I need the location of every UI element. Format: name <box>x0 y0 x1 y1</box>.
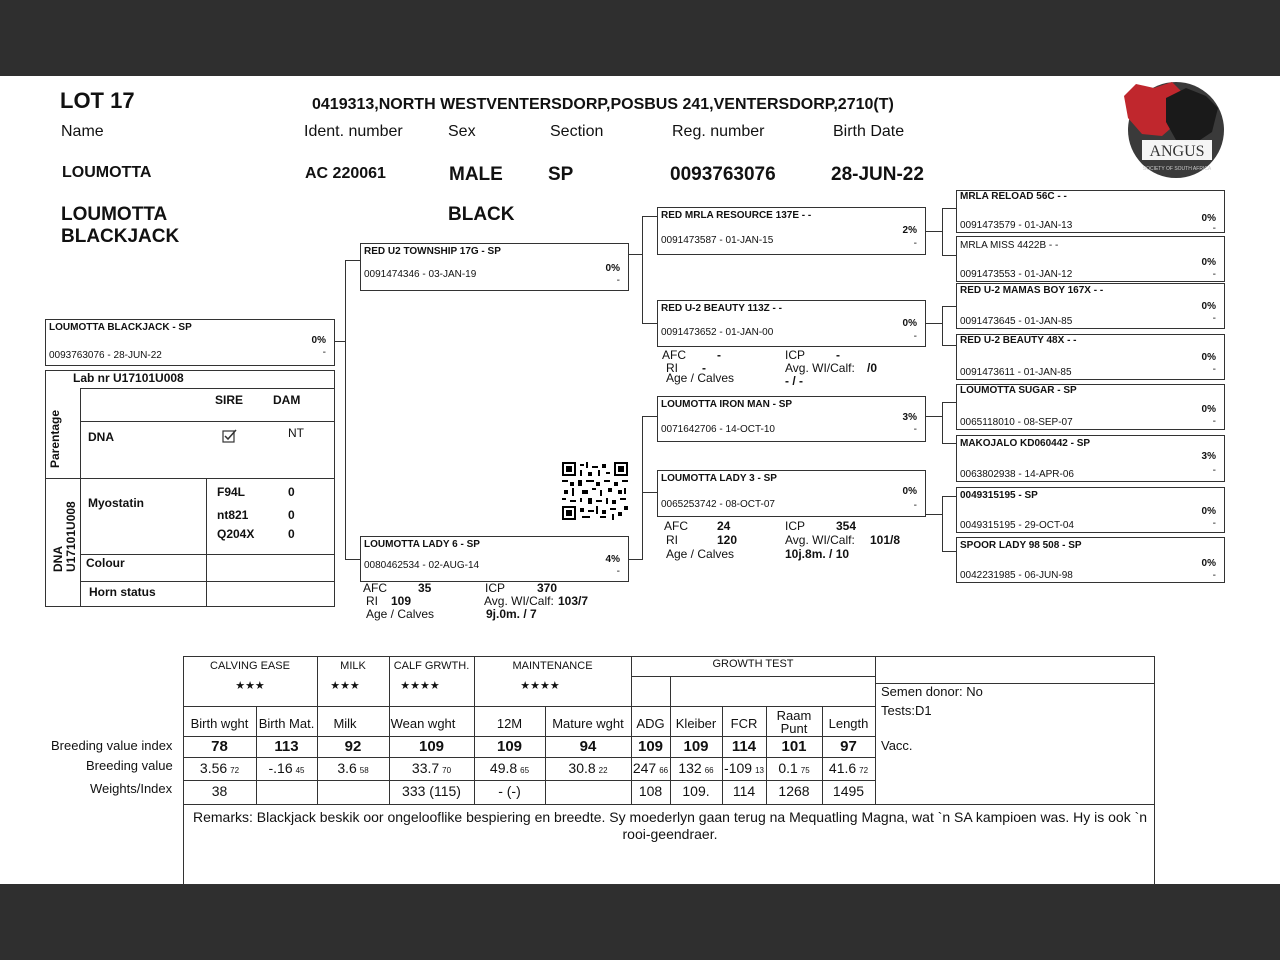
value-reg: 0093763076 <box>670 164 776 185</box>
bv-value-cell: 49.8 65 <box>489 760 530 776</box>
group-maintenance-stars: ★★★★ <box>520 680 560 692</box>
tests: Tests:D1 <box>881 703 932 718</box>
value-section: SP <box>548 164 574 185</box>
sds-box: RED U-2 MAMAS BOY 167X - - 0% - 0091473645 - 01-JAN-85 <box>956 283 1225 329</box>
bv-index-cell: 109 <box>637 738 664 755</box>
group-milk: MILK <box>340 660 366 672</box>
col-wean-wght: Wean wght <box>390 716 456 731</box>
label-ident: Ident. number <box>304 123 403 140</box>
col-milk: Milk <box>333 716 357 731</box>
bv-value-cell: 3.56 72 <box>199 760 240 776</box>
dd-box: LOUMOTTA LADY 3 - SP 0% - 0065253742 - 08-OCT-07 <box>657 470 926 517</box>
group-calving-ease-stars: ★★★ <box>235 680 265 692</box>
semen-donor: Semen donor: No <box>881 684 983 699</box>
dds-box: 0049315195 - SP 0% - 0049315195 - 29-OCT-04 <box>956 487 1225 533</box>
bv-value-cell: 247 66 <box>632 760 669 776</box>
ssd-box: MRLA MISS 4422B - - 0% - 0091473553 - 01-JAN-12 <box>956 236 1225 282</box>
myo-q204x-value: 0 <box>288 527 295 541</box>
animal-box: LOUMOTTA BLACKJACK - SP 0% - 0093763076 - 28-JUN-22 <box>45 319 335 366</box>
bv-index-cell: 94 <box>579 738 597 755</box>
qr-code <box>562 462 628 520</box>
bv-index-cell: 78 <box>211 738 228 755</box>
bv-value-cell: 132 66 <box>678 760 714 776</box>
bv-value-cell: 30.8 22 <box>568 760 608 776</box>
horn-status-label: Horn status <box>89 585 156 599</box>
bv-index-cell: 109 <box>418 738 445 755</box>
myo-f94l-label: F94L <box>217 485 246 499</box>
label-reg: Reg. number <box>672 123 765 140</box>
lot-number: LOT 17 <box>60 88 135 113</box>
sire-header: SIRE <box>215 393 244 407</box>
colour-label: Colour <box>86 556 125 570</box>
dam-stats: AFC 35 ICP 370 RI 109 Avg. WI/Calf: 103/7 Age / Calves 9j.0m. / 7 <box>363 581 589 621</box>
col-adg: ADG <box>636 716 665 731</box>
col-fcr: FCR <box>730 716 758 731</box>
bv-value-cell: -109 13 <box>724 760 764 776</box>
angus-logo <box>1114 78 1228 182</box>
full-name-line2: BLACKJACK <box>61 226 180 247</box>
col-birth-wght: Birth wght <box>190 716 249 731</box>
myo-f94l-value: 0 <box>288 485 295 499</box>
bv-index-cell: 97 <box>840 738 857 755</box>
myo-q204x-label: Q204X <box>217 527 255 541</box>
ds-box: LOUMOTTA IRON MAN - SP 3% - 0071642706 - 14-OCT-10 <box>657 396 926 442</box>
breeder-address: 0419313,NORTH WESTVENTERSDORP,POSBUS 241,VENTERSDORP,2710(T) <box>312 96 894 113</box>
weights-cell: 114 <box>732 783 756 799</box>
bv-index-cell: 109 <box>683 738 709 755</box>
logo-sub: SOCIETY OF SOUTH AFRICA <box>1142 166 1212 172</box>
bv-index-cell: 109 <box>496 738 523 755</box>
logo-word: ANGUS <box>1149 143 1205 160</box>
vacc: Vacc. <box>881 738 913 753</box>
myostatin-label: Myostatin <box>88 496 145 510</box>
dss-box: LOUMOTTA SUGAR - SP 0% - 0065118010 - 08-SEP-07 <box>956 384 1225 430</box>
col-length: Length <box>828 716 869 731</box>
label-birth: Birth Date <box>833 123 905 140</box>
lab-number: Lab nr U17101U008 <box>73 371 184 385</box>
dsd-box: MAKOJALO KD060442 - SP 3% - 0063802938 - 14-APR-06 <box>956 435 1225 482</box>
bv-index-cell: 113 <box>274 738 299 755</box>
group-growth-test: GROWTH TEST <box>712 658 794 670</box>
ss-box: RED MRLA RESOURCE 137E - - 2% - 0091473587 - 01-JAN-15 <box>657 207 926 255</box>
label-section: Section <box>550 123 604 140</box>
row-label-value: Breeding value <box>86 758 173 773</box>
weights-cell: 1495 <box>832 783 865 799</box>
bv-value-cell: 33.7 70 <box>411 760 452 776</box>
bv-value-cell: -.16 45 <box>268 760 305 776</box>
sd-stats: AFC - ICP - RI - Avg. WI/Calf: /0 Age / Calves - / - <box>662 348 878 388</box>
remarks: Remarks: Blackjack beskik oor ongelooflike bespiering en breedte. Sy moederlyn gaan terug na Mequatling Magna, wat `n SA kampioen was. Hy is ook `n rooi-geendraer. <box>192 809 1148 842</box>
weights-cell: 108 <box>638 783 663 799</box>
group-calving-ease: CALVING EASE <box>210 660 290 672</box>
bv-index-cell: 92 <box>344 738 362 755</box>
value-name: LOUMOTTA <box>62 164 152 181</box>
col-12m: 12M <box>496 716 523 731</box>
weights-cell: 333 (115) <box>402 783 461 799</box>
row-label-weights: Weights/Index <box>90 781 173 796</box>
sss-box: MRLA RELOAD 56C - - 0% - 0091473579 - 01-JAN-13 <box>956 190 1225 233</box>
group-milk-stars: ★★★ <box>330 680 360 692</box>
bv-index-cell: 101 <box>781 738 807 755</box>
myo-nt821-label: nt821 <box>217 508 249 522</box>
row-label-index: Breeding value index <box>51 738 173 753</box>
dam-header: DAM <box>273 393 301 407</box>
sd-box: RED U-2 BEAUTY 113Z - - 0% - 0091473652 - 01-JAN-00 <box>657 300 926 347</box>
label-sex: Sex <box>448 123 476 140</box>
col-kleiber: Kleiber <box>675 716 717 731</box>
lot-sheet <box>0 76 1280 884</box>
group-maintenance: MAINTENANCE <box>512 660 593 672</box>
col-birth-mat: Birth Mat. <box>258 716 315 731</box>
col-mature-wght: Mature wght <box>552 716 624 731</box>
dd-stats: AFC 24 ICP 354 RI 120 Avg. WI/Calf: 101/8 Age / Calves 10j.8m. / 10 <box>664 519 901 561</box>
col-raam-punt: Raam Punt <box>776 708 812 736</box>
value-ident: AC 220061 <box>305 165 386 182</box>
label-name: Name <box>61 123 104 140</box>
weights-cell: 1268 <box>778 783 810 799</box>
dam-dna-value: NT <box>288 426 304 440</box>
value-colour: BLACK <box>448 204 515 225</box>
weights-cell: - (-) <box>498 783 521 799</box>
dam-box: LOUMOTTA LADY 6 - SP 4% - 0080462534 - 02-AUG-14 <box>360 536 629 582</box>
sire-box: RED U2 TOWNSHIP 17G - SP 0% - 0091474346 - 03-JAN-19 <box>360 243 629 291</box>
value-birth: 28-JUN-22 <box>831 164 924 185</box>
value-sex: MALE <box>449 164 503 185</box>
bv-index-cell: 114 <box>731 738 757 755</box>
bv-value-cell: 41.6 72 <box>828 760 869 776</box>
bv-value-cell: 0.1 75 <box>778 760 810 776</box>
checkbox-checked-icon <box>222 429 238 443</box>
full-name-line1: LOUMOTTA <box>61 204 168 225</box>
myo-nt821-value: 0 <box>288 508 295 522</box>
ddd-box: SPOOR LADY 98 508 - SP 0% - 0042231985 - 06-JUN-98 <box>956 537 1225 583</box>
parentage-label: Parentage <box>48 409 62 468</box>
weights-cell: 109. <box>682 783 710 799</box>
group-calf-growth: CALF GRWTH. <box>393 660 470 672</box>
dna-id-label: DNA U17101U008 <box>51 501 78 572</box>
group-calf-growth-stars: ★★★★ <box>400 680 440 692</box>
bv-value-cell: 3.6 58 <box>337 760 369 776</box>
sdd-box: RED U-2 BEAUTY 48X - - 0% - 0091473611 - 01-JAN-85 <box>956 334 1225 380</box>
dna-row-label: DNA <box>88 430 114 444</box>
weights-cell: 38 <box>211 783 228 799</box>
